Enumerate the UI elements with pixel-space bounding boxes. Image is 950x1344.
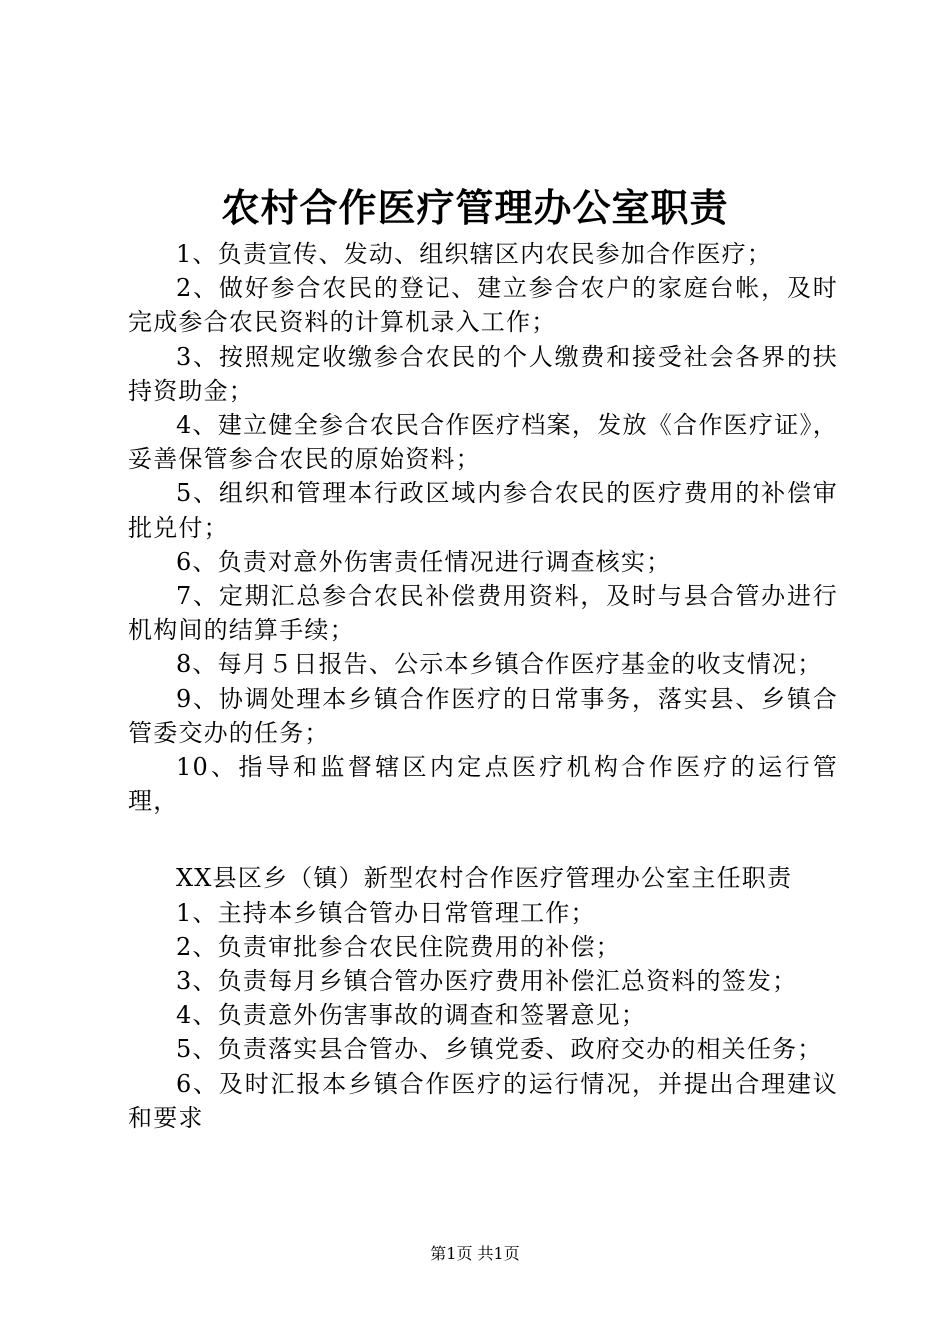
page-footer: 第1页 共1页 [430, 1244, 520, 1263]
document-body [128, 237, 838, 1135]
director-duty-item-3: 3、负责每月乡镇合管办医疗费用补偿汇总资料的签发； [176, 967, 798, 996]
director-duty-item-4: 4、负责意外伤害事故的调查和签署意见； [176, 1001, 647, 1030]
duty-item-3: 3、按照规定收缴参合农民的个人缴费和接受社会各界的扶持资助金； [128, 342, 838, 405]
duty-item-5: 5、组织和管理本行政区域内参合农民的医疗费用的补偿审批兑付； [128, 479, 838, 542]
duty-item-1: 1、负责宣传、发动、组织辖区内农民参加合作医疗； [176, 240, 773, 268]
duty-item-10: 10、指导和监督辖区内定点医疗机构合作医疗的运行管理， [128, 753, 838, 816]
director-duty-item-5: 5、负责落实县合管办、乡镇党委、政府交办的相关任务； [176, 1035, 823, 1064]
document-title: 农村合作医疗管理办公室职责 [221, 185, 729, 230]
section-heading: XX县区乡（镇）新型农村合作医疗管理办公室主任职责 [176, 864, 793, 893]
duty-item-4: 4、建立健全参合农民合作医疗档案，发放《合作医疗证》，妥善保管参合农民的原始资料； [128, 411, 838, 474]
director-duty-item-6: 6、及时汇报本乡镇合作医疗的运行情况，并提出合理建议和要求 [128, 1069, 838, 1132]
duty-item-8: 8、每月５日报告、公示本乡镇合作医疗基金的收支情况； [176, 650, 823, 679]
duty-item-9: 9、协调处理本乡镇合作医疗的日常事务，落实县、乡镇合管委交办的任务； [128, 684, 838, 747]
director-duty-item-1: 1、主持本乡镇合管办日常管理工作； [176, 898, 596, 927]
director-duty-item-2: 2、负责审批参合农民住院费用的补偿； [176, 932, 621, 961]
duty-item-6: 6、负责对意外伤害责任情况进行调查核实； [176, 547, 672, 576]
section-spacer [128, 818, 838, 861]
duty-item-2: 2、做好参合农民的登记、建立参合农户的家庭台帐，及时完成参合农民资料的计算机录入工作； [128, 274, 838, 337]
duty-item-7: 7、定期汇总参合农民补偿费用资料，及时与县合管办进行机构间的结算手续； [128, 582, 838, 645]
